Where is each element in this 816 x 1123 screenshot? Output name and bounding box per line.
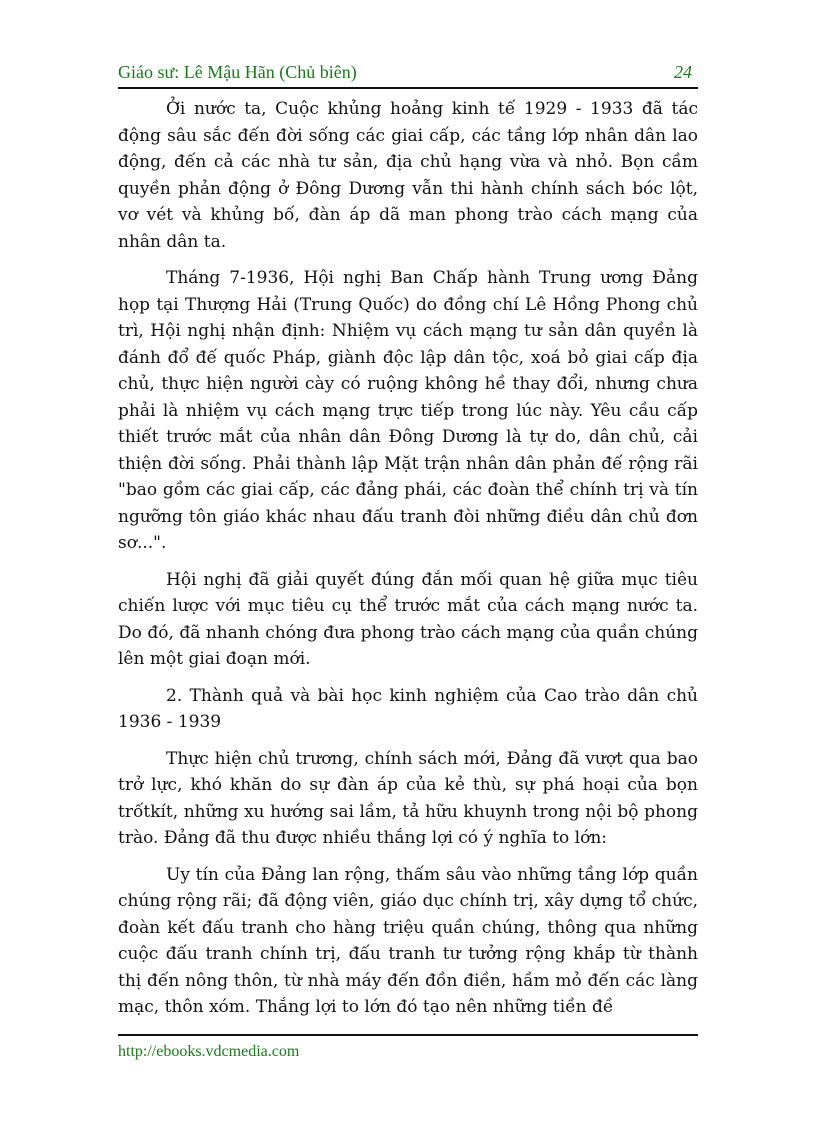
footer-divider [118, 1034, 698, 1036]
paragraph: Uy tín của Đảng lan rộng, thấm sâu vào những tầng lớp quần chúng rộng rãi; đã động viên, giáo dục chính trị, xây dựng tổ chức, đoàn kết đấu tranh cho hàng triệu quần chúng, thông qua những cuộc đấu tranh chính trị, đấu tranh tư tưởng rộng khắp từ thành thị đến nông thôn, từ nhà máy đến đồn điền, hầm mỏ đến các làng mạc, thôn xóm. Thắng lợi to lớn đó tạo nên những tiền đề [118, 864, 698, 1017]
document-body [118, 96, 698, 1031]
paragraph: Thực hiện chủ trương, chính sách mới, Đảng đã vượt qua bao trở lực, khó khăn do sự đàn áp của kẻ thù, sự phá hoại của bọn trốtkít, những xu hướng sai lầm, tả hữu khuynh trong nội bộ phong trào. Đảng đã thu được nhiều thắng lợi có ý nghĩa to lớn: [118, 748, 698, 848]
paragraph: Hội nghị đã giải quyết đúng đắn mối quan hệ giữa mục tiêu chiến lược với mục tiêu cụ thể trước mắt của cách mạng nước ta. Do đó, đã nhanh chóng đưa phong trào cách mạng của quần chúng lên một giai đoạn mới. [118, 569, 698, 669]
page-header [118, 60, 698, 86]
paragraph: Ởi nước ta, Cuộc khủng hoảng kinh tế 1929 - 1933 đã tác động sâu sắc đến đời sống các giai cấp, các tầng lớp nhân dân lao động, đến cả các nhà tư sản, địa chủ hạng vừa và nhỏ. Bọn cầm quyền phản động ở Đông Dương vẫn thi hành chính sách bóc lột, vơ vét và khủng bố, đàn áp dã man phong trào cách mạng của nhân dân ta. [118, 99, 698, 252]
section-heading: 2. Thành quả và bài học kinh nghiệm của Cao trào dân chủ 1936 - 1939 [118, 685, 698, 732]
paragraph: Tháng 7-1936, Hội nghị Ban Chấp hành Trung ương Đảng họp tại Thượng Hải (Trung Quốc) do đồng chí Lê Hồng Phong chủ trì, Hội nghị nhận định: Nhiệm vụ cách mạng tư sản dân quyền là đánh đổ đế quốc Pháp, giành độc lập dân tộc, xoá bỏ giai cấp địa chủ, thực hiện người cày có ruộng không hề thay đổi, nhưng chưa phải là nhiệm vụ cách mạng trực tiếp trong lúc này. Yêu cầu cấp thiết trước mắt của nhân dân Đông Dương là tự do, dân chủ, cải thiện đời sống. Phải thành lập Mặt trận nhân dân phản đế rộng rãi "bao gồm các giai cấp, các đảng phái, các đoàn thể chính trị và tín ngưỡng tôn giáo khác nhau đấu tranh đòi những điều dân chủ đơn sơ...". [118, 268, 698, 553]
header-divider [118, 87, 698, 89]
page-number: 24 [674, 62, 692, 82]
footer-url-link[interactable]: http://ebooks.vdcmedia.com [118, 1043, 300, 1060]
header-title: Giáo sư: Lê Mậu Hãn (Chủ biên) [118, 62, 357, 82]
